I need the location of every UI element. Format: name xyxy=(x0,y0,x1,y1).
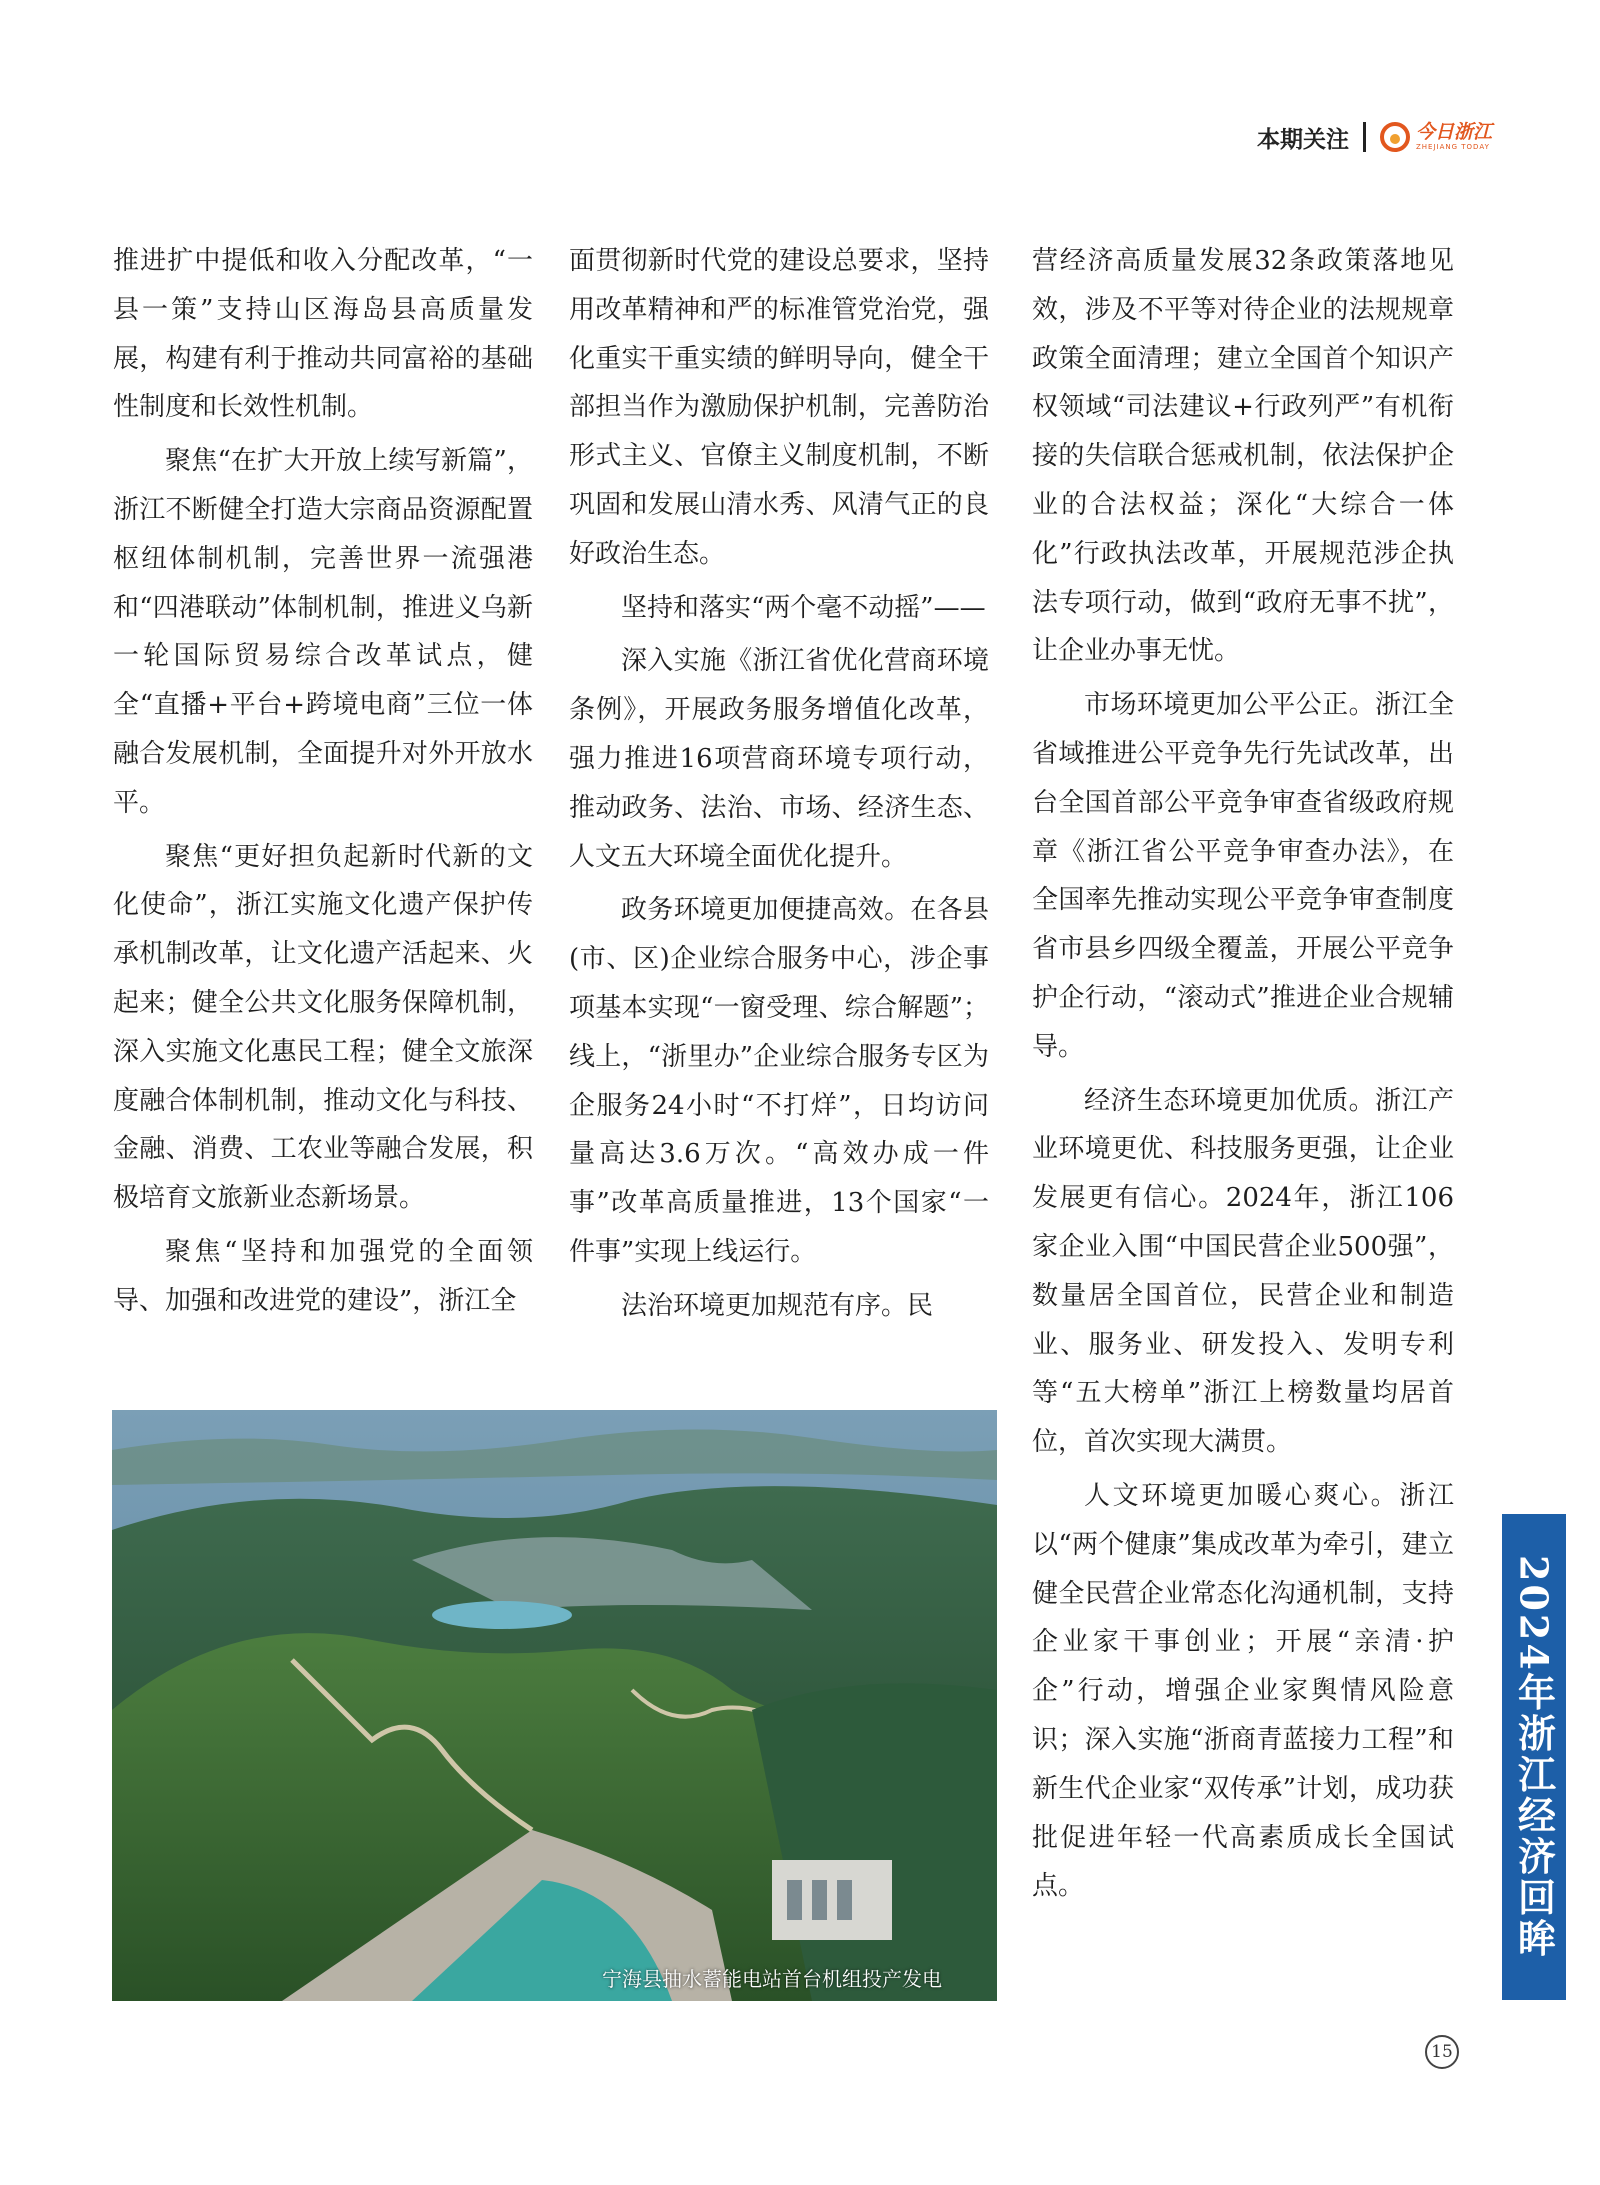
paragraph: 深入实施《浙江省优化营商环境条例》，开展政务服务增值化改革，强力推进16项营商环境专项行动，推动政务、法治、市场、经济生态、人文五大环境全面优化提升。 xyxy=(569,646,989,872)
magazine-logo xyxy=(1380,122,1492,152)
paragraph: 营经济高质量发展32条政策落地见效，涉及不平等对待企业的法规规章政策全面清理；建立全国首个知识产权领域“司法建议+行政列严”有机衔接的失信联合惩戒机制，依法保护企业的合法权益；深化“大综合一体化”行政执法改革，开展规范涉企执法专项行动，做到“政府无事不扰”，让企业办事无忧。 xyxy=(1032,246,1454,667)
page-number: 15 xyxy=(1425,2035,1459,2069)
power-station-photo xyxy=(112,1410,997,2001)
paragraph: 聚焦“更好担负起新时代新的文化使命”，浙江实施文化遗产保护传承机制改革，让文化遗产活起来、火起来；健全公共文化服务保障机制，深入实施文化惠民工程；健全文旅深度融合体制机制，推动文化与科技、金融、消费、工农业等融合发展，积极培育文旅新业态新场景。 xyxy=(113,841,533,1214)
logo-english-name: ZHEJIANG TODAY xyxy=(1415,143,1490,151)
aerial-landscape-illustration xyxy=(112,1410,997,2001)
text-column-3 xyxy=(1032,237,1454,2037)
text-column-2 xyxy=(569,237,989,1387)
paragraph: 坚持和落实“两个毫不动摇”—— xyxy=(621,592,986,623)
paragraph: 推进扩中提低和收入分配改革，“一县一策”支持山区海岛县高质量发展，构建有利于推动共同富裕的基础性制度和长效性机制。 xyxy=(113,246,533,423)
text-column-1 xyxy=(113,237,533,1387)
header-divider xyxy=(1363,122,1366,152)
logo-chinese-name: 今日浙江 xyxy=(1415,121,1492,143)
paragraph: 聚焦“坚持和加强党的全面领导、加强和改进党的建设”，浙江全 xyxy=(113,1236,533,1316)
paragraph: 市场环境更加公平公正。浙江全省域推进公平竞争先行先试改革，出台全国首部公平竞争审查省级政府规章《浙江省公平竞争审查办法》，在全国率先推动实现公平竞争审查制度省市县乡四级全覆盖，开展公平竞争护企行动，“滚动式”推进企业合规辅导。 xyxy=(1032,690,1454,1062)
section-title: 本期关注 xyxy=(1256,126,1349,153)
paragraph: 面贯彻新时代党的建设总要求，坚持用改革精神和严的标准管党治党，强化重实干重实绩的鲜明导向，健全干部担当作为激励保护机制，完善防治形式主义、官僚主义制度机制，不断巩固和发展山清水秀、风清气正的良好政治生态。 xyxy=(569,246,989,569)
photo-caption: 宁海县抽水蓄能电站首台机组投产发电 xyxy=(602,1967,942,1991)
paragraph: 法治环境更加规范有序。民 xyxy=(621,1290,934,1321)
page-header xyxy=(1257,112,1492,162)
sun-logo-icon xyxy=(1380,122,1410,152)
section-side-tab xyxy=(1502,1514,1566,2000)
paragraph: 政务环境更加便捷高效。在各县(市、区)企业综合服务中心，涉企事项基本实现“一窗受理、综合解题”；线上，“浙里办”企业综合服务专区为企服务24小时“不打烊”，日均访问量高达3.6万次。“高效办成一件事”改革高质量推进，13个国家“一件事”实现上线运行。 xyxy=(569,895,989,1267)
paragraph: 聚焦“在扩大开放上续写新篇”，浙江不断健全打造大宗商品资源配置枢纽体制机制，完善世界一流强港和“四港联动”体制机制，推进义乌新一轮国际贸易综合改革试点，健全“直播+平台+跨境电商”三位一体融合发展机制，全面提升对外开放水平。 xyxy=(113,446,533,818)
paragraph: 人文环境更加暖心爽心。浙江以“两个健康”集成改革为牵引，建立健全民营企业常态化沟通机制，支持企业家干事创业；开展“亲清·护企”行动，增强企业家舆情风险意识；深入实施“浙商青蓝接力工程”和新生代企业家“双传承”计划，成功获批促进年轻一代高素质成长全国试点。 xyxy=(1032,1480,1454,1902)
paragraph: 经济生态环境更加优质。浙江产业环境更优、科技服务更强，让企业发展更有信心。2024年，浙江106家企业入围“中国民营企业500强”，数量居全国首位，民营企业和制造业、服务业、研发投入、发明专利等“五大榜单”浙江上榜数量均居首位，首次实现大满贯。 xyxy=(1032,1085,1454,1458)
side-tab-label: 2024年浙江经济回眸 xyxy=(1511,1554,1557,1960)
